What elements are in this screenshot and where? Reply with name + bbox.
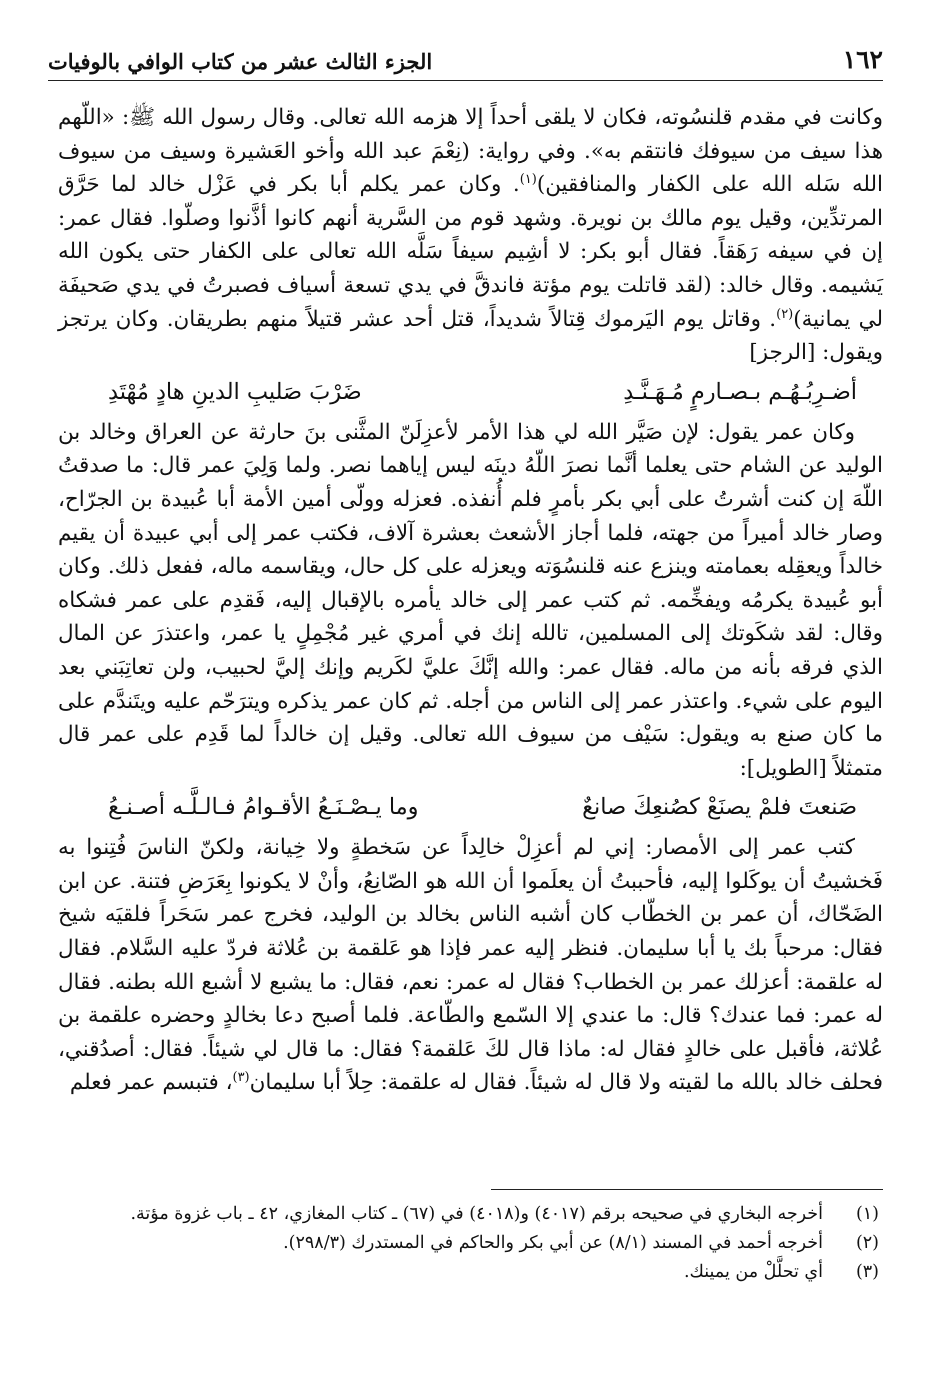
- footnote: [58, 1258, 883, 1287]
- main-text: [58, 101, 883, 1100]
- footnote-text: أي تحلَّلْ من يمينك.: [683, 1262, 823, 1282]
- footnote-number: (٣): [855, 1262, 879, 1282]
- footnote-ref-1[interactable]: (١): [519, 172, 537, 188]
- verse-hemistich-first: صَنعتَ فلمْ يصنَعْ كصُنعِكَ صانعٌ: [582, 794, 857, 821]
- page-number: ١٦٢: [842, 45, 883, 74]
- paragraph: [58, 831, 883, 1100]
- footnote-divider: [491, 1189, 883, 1190]
- verse-hemistich-second: وما يـصْـنَـعُ الأقـوامُ فـالـلَّـه أصـنـعُ: [108, 794, 419, 821]
- verse-hemistich-second: ضَرْبَ صَليبِ الدينِ هادٍ مُهْتَدِ: [108, 378, 362, 405]
- paragraph-text: ، فتبسم عمر فعلم: [69, 1070, 233, 1096]
- verse-rajaz: [58, 374, 883, 410]
- paragraph-text: . وقاتل يوم اليَرموك قِتالاً شديداً، قتل أحد عشر قتيلاً منهم بطريقان. وكان يرتجز ويقول: [الرجز]: [58, 306, 883, 366]
- footnote-ref-2[interactable]: (٢): [776, 306, 794, 322]
- verse-hemistich-first: أضـرِبُـهُـم بـصـارمٍ مُـهَـنَّـدِ: [623, 378, 857, 405]
- footnote-number: (١): [855, 1204, 879, 1224]
- paragraph: [58, 416, 883, 786]
- footnote-number: (٢): [855, 1233, 879, 1253]
- paragraph-text: . وكان عمر يكلم أبا بكر في عَزْل خالد لما حَرَّق المرتدِّين، وقيل يوم مالك بن نويرة. وشهد قوم من السَّرية أنهم كانوا أذَّنوا وصلّوا. فقال عمر: إن في سيفه رَهَقاً. فقال أبو بكر: لا أشِيم سيفاً سَلَّه الله تعالى على الكفار حتى يكون الله يَشيمه. وقال خالد: (لقد قاتلت يوم مؤتة فاندقَّ في يدي تسعة أسياف فصبرتُ في يدي صَحيفَة لي يمانية): [58, 172, 883, 332]
- footnotes: [58, 1200, 883, 1287]
- running-title: الجزء الثالث عشر من كتاب الوافي بالوفيات: [48, 49, 433, 74]
- footnote-ref-3[interactable]: (٣): [232, 1070, 250, 1086]
- footnote: [58, 1229, 883, 1258]
- paragraph-text: وكانت في مقدم قلنسُوته، فكان لا يلقى أحداً إلا هزمه الله تعالى. وقال رسول الله ﷺ: «اللّهم هذا سيف من سيوفك فانتقم به». وفي رواية: (نِعْمَ عبد الله وأخو العَشيرة وسيف من سيوف الله سَله الله على الكفار والمنافقين): [58, 105, 883, 198]
- footnote-text: أخرجه البخاري في صحيحه برقم (٤٠١٧) و(٤٠١٨) في (٦٧) ـ كتاب المغازي، ٤٢ ـ باب غزوة مؤتة.: [130, 1204, 823, 1224]
- paragraph-text: كتب عمر إلى الأمصار: إني لم أعزِلْ خالِداً عن سَخطةٍ ولا خِيانة، ولكنّ الناسَ فُتِنوا به فَخشيتُ أن يوكَلوا إليه، فأحببتُ أن يعلَموا أن الله هو الصّانِعُ، وأنْ لا يكونوا بِعَرَضِ فتنة. عن ابن الضَحّاك، أن عمر بن الخطّاب كان أشبه الناس بخالد بن الوليد، فخرج عمر سَحَراً فلقيَه شيخ فقال: مرحباً بك يا أبا سليمان. فنظر إليه عمر فإذا هو عَلقمة بن عُلاثة فردّ عليه السَّلام. فقال له علقمة: أعزلك عمر بن الخطاب؟ فقال له عمر: نعم، فقال: ما يشبع لا أشبع الله بطنه. فقال له عمر: فما عندك؟ قال: ما عندي إلا السّمع والطّاعة. فلما أصبح دعا بخالدٍ وحضره علقمة بن عُلاثة، فأقبل على خالدٍ فقال له: ماذا قال لكَ عَلقمة؟ فقال: ما قال لي شيئاً. فقال: أصدُقني، فحلف خالد بالله ما لقيته ولا قال له شيئاً. فقال له علقمة: حِلاً أبا سليمان: [58, 835, 883, 1096]
- page-header: [48, 30, 883, 81]
- footnote: [58, 1200, 883, 1229]
- paragraph-text: وكان عمر يقول: لإن صَيَّر الله لي هذا الأمر لأعزِلَنّ المثَّنى بنَ حارثة عن العراق وخالد بن الوليد عن الشام حتى يعلما أنَّما نصرَ اللّهُ دينَه ليس إياهما نصر. ولما وَلِيَ عمر قال: ما صدقتُ اللّهَ إن كنت أشرتُ على أبي بكر بأمرٍ فلم أُنفذه. فعزله وولّى أمين الأمة أبا عُبيدة بن الجرّاح، وصار خالد أميراً من جهته، فلما أجاز الأشعث بعشرة آلاف، فكتب عمر إلى أبي عبيدة أن يقيم خالداً ويعقِله بعمامته وينزع عنه قلنسُوَته ويعزله على كل حال، ويقاسمه ماله، ففعل ذلك. وكان أبو عُبيدة يكرمُه ويفخِّمه. ثم كتب عمر إلى خالد يأمره بالإقبال إليه، فَقدِم على عمر فشكاه وقال: لقد شكَوتك إلى المسلمين، تالله إنك في أمري غير مُجْمِلٍ يا عمر، واعتذرَ عن المال الذي فرقه بأنه من ماله. فقال عمر: والله إنَّكَ عليَّ لكَريم وإنك إليَّ لحبيب، ولن تعاتِبَني بعد اليوم على شيء. واعتذر عمر إلى الناس من أجله. ثم كان عمر يذكره ويترَحّم عليه ويتَندَّم على ما كان صنع به ويقول: سَيْف من سيوف الله تعالى. وقيل إن خالداً لما قَدِم على عمر قال متمثلاً [الطويل]:: [58, 419, 883, 781]
- footnote-text: أخرجه أحمد في المسند (٨/١) عن أبي بكر والحاكم في المستدرك (٢٩٨/٣).: [283, 1233, 823, 1253]
- verse-tawil: [58, 789, 883, 825]
- paragraph: [58, 101, 883, 370]
